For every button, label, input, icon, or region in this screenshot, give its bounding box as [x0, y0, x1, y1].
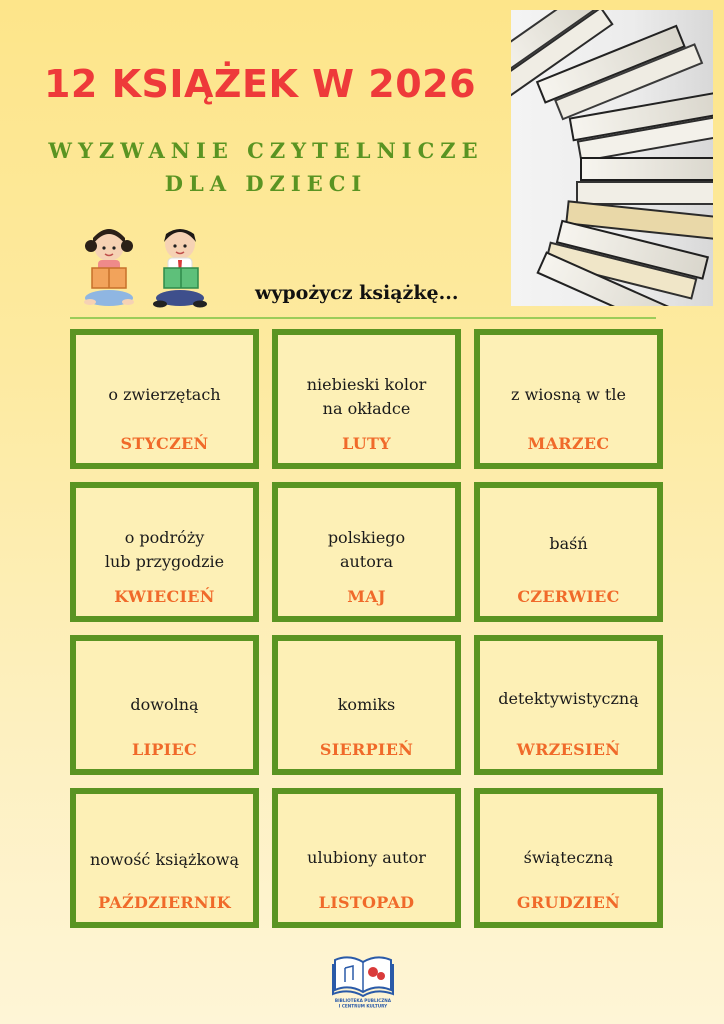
library-logo [331, 952, 395, 1010]
subtitle-line-1: WYZWANIE CZYTELNICZE [48, 138, 484, 163]
month-card-february [272, 329, 461, 469]
month-card-july [70, 635, 259, 775]
card-description: o podróży lub przygodzie [104, 528, 225, 571]
month-card-march [474, 329, 663, 469]
divider-line [70, 317, 656, 319]
card-month: PAŹDZIERNIK [98, 893, 231, 912]
month-card-september [474, 635, 663, 775]
stacked-books-photo [511, 10, 713, 306]
card-month: MAJ [347, 587, 386, 606]
borrow-label: wypożycz książkę... [255, 282, 459, 304]
card-description: z wiosną w tle [511, 385, 626, 404]
card-description: dowolną [130, 695, 199, 714]
card-month: LUTY [342, 434, 391, 453]
month-card-december [474, 788, 663, 928]
month-card-june [474, 482, 663, 622]
card-month: LIPIEC [132, 740, 197, 759]
month-card-april [70, 482, 259, 622]
svg-text:BIBLIOTEKA PUBLICZNA: BIBLIOTEKA PUBLICZNA [334, 998, 392, 1003]
card-description: detektywistyczną [498, 689, 639, 708]
month-card-october [70, 788, 259, 928]
card-description: polskiego autora [327, 528, 406, 571]
card-month: WRZESIEŃ [516, 740, 621, 759]
open-book-logo-icon [331, 952, 395, 1010]
card-description: świąteczną [523, 848, 614, 867]
card-description: nowość książkową [89, 850, 240, 869]
card-description: niebieski kolor na okładce [306, 375, 427, 418]
card-month: SIERPIEŃ [319, 740, 414, 759]
card-description: baśń [549, 534, 588, 553]
svg-text:I CENTRUM KULTURY: I CENTRUM KULTURY [338, 1003, 388, 1009]
month-card-august [272, 635, 461, 775]
subtitle-line-2: DLA DZIECI [164, 171, 368, 196]
card-month: LISTOPAD [318, 893, 415, 912]
card-month: MARZEC [527, 434, 610, 453]
month-card-november [272, 788, 461, 928]
kids-reading-icon [78, 222, 212, 314]
month-card-january [70, 329, 259, 469]
card-description: ulubiony autor [307, 848, 426, 867]
card-month: KWIECIEŃ [114, 587, 215, 606]
month-card-may [272, 482, 461, 622]
card-month: STYCZEŃ [120, 434, 209, 453]
card-description: o zwierzętach [108, 385, 221, 404]
card-description: komiks [337, 695, 396, 714]
card-month: GRUDZIEŃ [516, 893, 621, 912]
page-title: 12 KSIĄŻEK W 2026 [43, 62, 477, 106]
card-month: CZERWIEC [517, 587, 620, 606]
